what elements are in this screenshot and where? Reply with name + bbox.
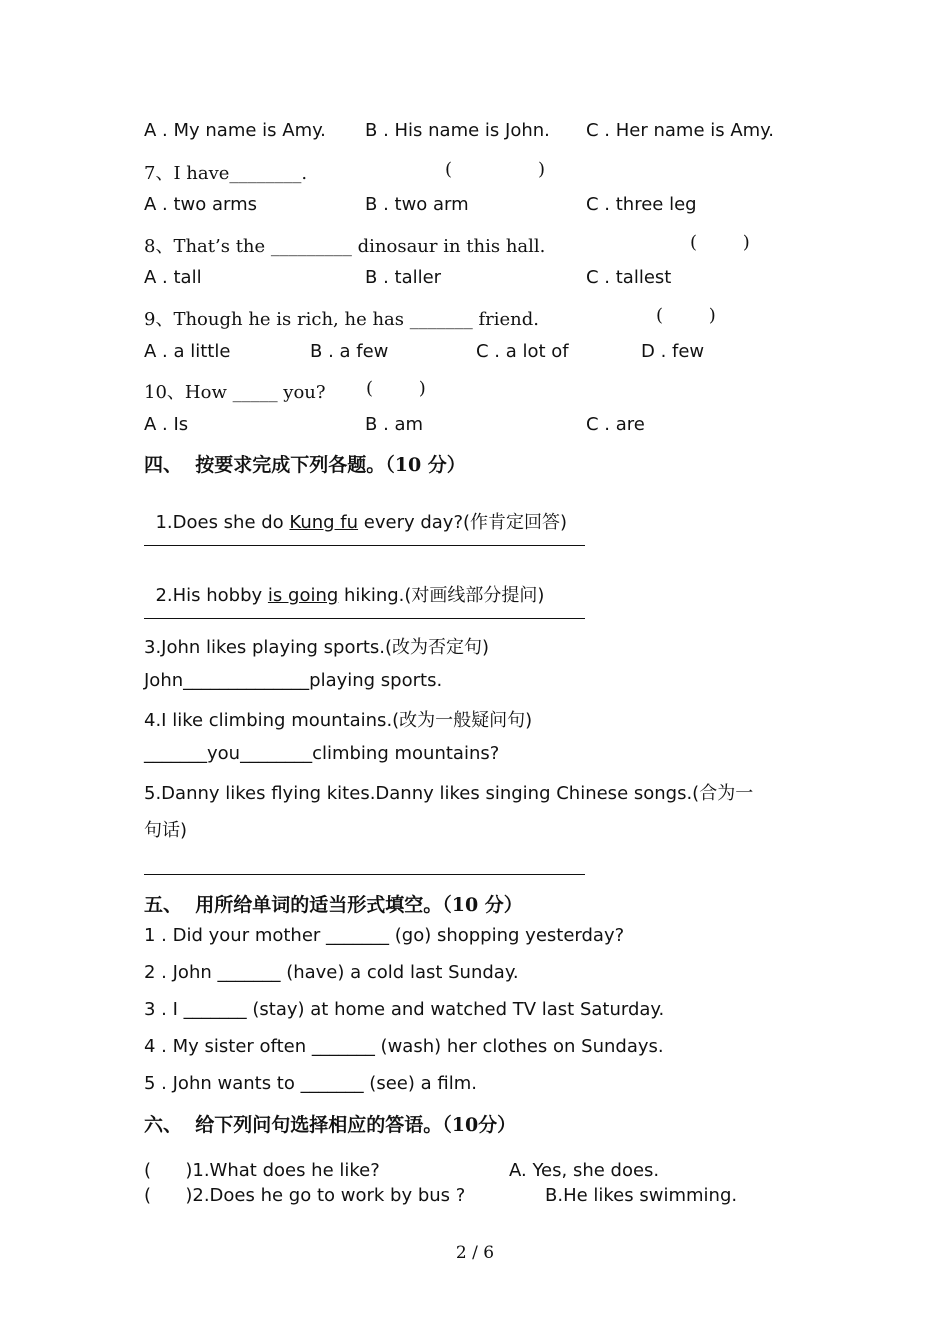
section4-item-1-underlined: Kung fu [289, 512, 359, 533]
section6-heading: 六、 给下列问句选择相应的答语。（10分） [144, 1114, 517, 1136]
section4-item-4-answer: _______you________climbing mountains? [144, 743, 500, 764]
section5-item-2: 2 . John _______ (have) a cold last Sunday. [144, 962, 519, 983]
q10-option-c: C . are [586, 414, 645, 435]
q8-option-b: B . taller [365, 267, 442, 288]
answer-line-3 [144, 874, 585, 875]
q7-option-a: A . two arms [144, 194, 258, 215]
q8-option-c: C . tallest [586, 267, 672, 288]
section5-item-3: 3 . I _______ (stay) at home and watched TV last Saturday. [144, 999, 665, 1020]
section5-item-5: 5 . John wants to _______ (see) a film. [144, 1073, 477, 1094]
q10-option-b: B . am [365, 414, 424, 435]
section4-item-1 [144, 487, 567, 534]
q8-option-a: A . tall [144, 267, 202, 288]
q9-option-c: C . a lot of [476, 341, 569, 362]
q7-option-c: C . three leg [586, 194, 697, 215]
answer-line-2 [144, 618, 585, 619]
q7-paren-close: ) [538, 159, 546, 180]
q10-option-a: A . Is [144, 414, 189, 435]
q9-paren: ( ) [656, 305, 716, 326]
section4-item-1-post: every day?(作肯定回答) [358, 512, 568, 533]
q10-paren: ( ) [366, 378, 426, 399]
section4-item-2-pre: 2.His hobby [155, 585, 268, 606]
section6-question-2: ( )2.Does he go to work by bus ? [144, 1185, 466, 1206]
section4-item-3-answer: John______________playing sports. [144, 670, 443, 691]
section4-item-2-underlined: is going [267, 585, 339, 606]
section4-item-3: 3.John likes playing sports.(改为否定句) [144, 637, 490, 658]
section6-answer-b: B.He likes swimming. [545, 1185, 738, 1206]
q10-stem: 10、How _____ you? [144, 382, 326, 403]
section4-item-2-post: hiking.(对画线部分提问) [338, 585, 545, 606]
q7-option-b: B . two arm [365, 194, 469, 215]
section5-heading: 五、 用所给单词的适当形式填空。（10 分） [144, 894, 523, 916]
q9-stem: 9、Though he is rich, he has _______ friend. [144, 309, 539, 330]
section4-item-1-pre: 1.Does she do [155, 512, 290, 533]
section6-answer-a: A. Yes, she does. [509, 1160, 660, 1181]
section6-question-1: ( )1.What does he like? [144, 1160, 380, 1181]
section4-item-4: 4.I like climbing mountains.(改为一般疑问句) [144, 710, 533, 731]
answer-line-1 [144, 545, 585, 546]
q6-option-c: C . Her name is Amy. [586, 120, 774, 141]
q7-stem: 7、I have________. [144, 163, 308, 184]
q9-option-b: B . a few [310, 341, 389, 362]
section4-item-2 [144, 560, 544, 607]
q8-stem: 8、That’s the _________ dinosaur in this hall. [144, 236, 546, 257]
section4-item-5-line1: 5.Danny likes flying kites.Danny likes singing Chinese songs.(合为一 [144, 783, 754, 804]
section4-heading: 四、 按要求完成下列各题。（10 分） [144, 454, 466, 476]
section5-item-4: 4 . My sister often _______ (wash) her clothes on Sundays. [144, 1036, 664, 1057]
q8-paren: ( ) [690, 232, 750, 253]
section4-item-5-line2: 句话) [144, 820, 188, 841]
section5-item-1: 1 . Did your mother _______ (go) shopping yesterday? [144, 925, 625, 946]
q9-option-d: D . few [641, 341, 705, 362]
q6-option-a: A . My name is Amy. [144, 120, 326, 141]
q6-option-b: B . His name is John. [365, 120, 550, 141]
q7-paren-open: ( [445, 159, 453, 180]
page-number: 2 / 6 [455, 1243, 495, 1263]
q9-option-a: A . a little [144, 341, 231, 362]
